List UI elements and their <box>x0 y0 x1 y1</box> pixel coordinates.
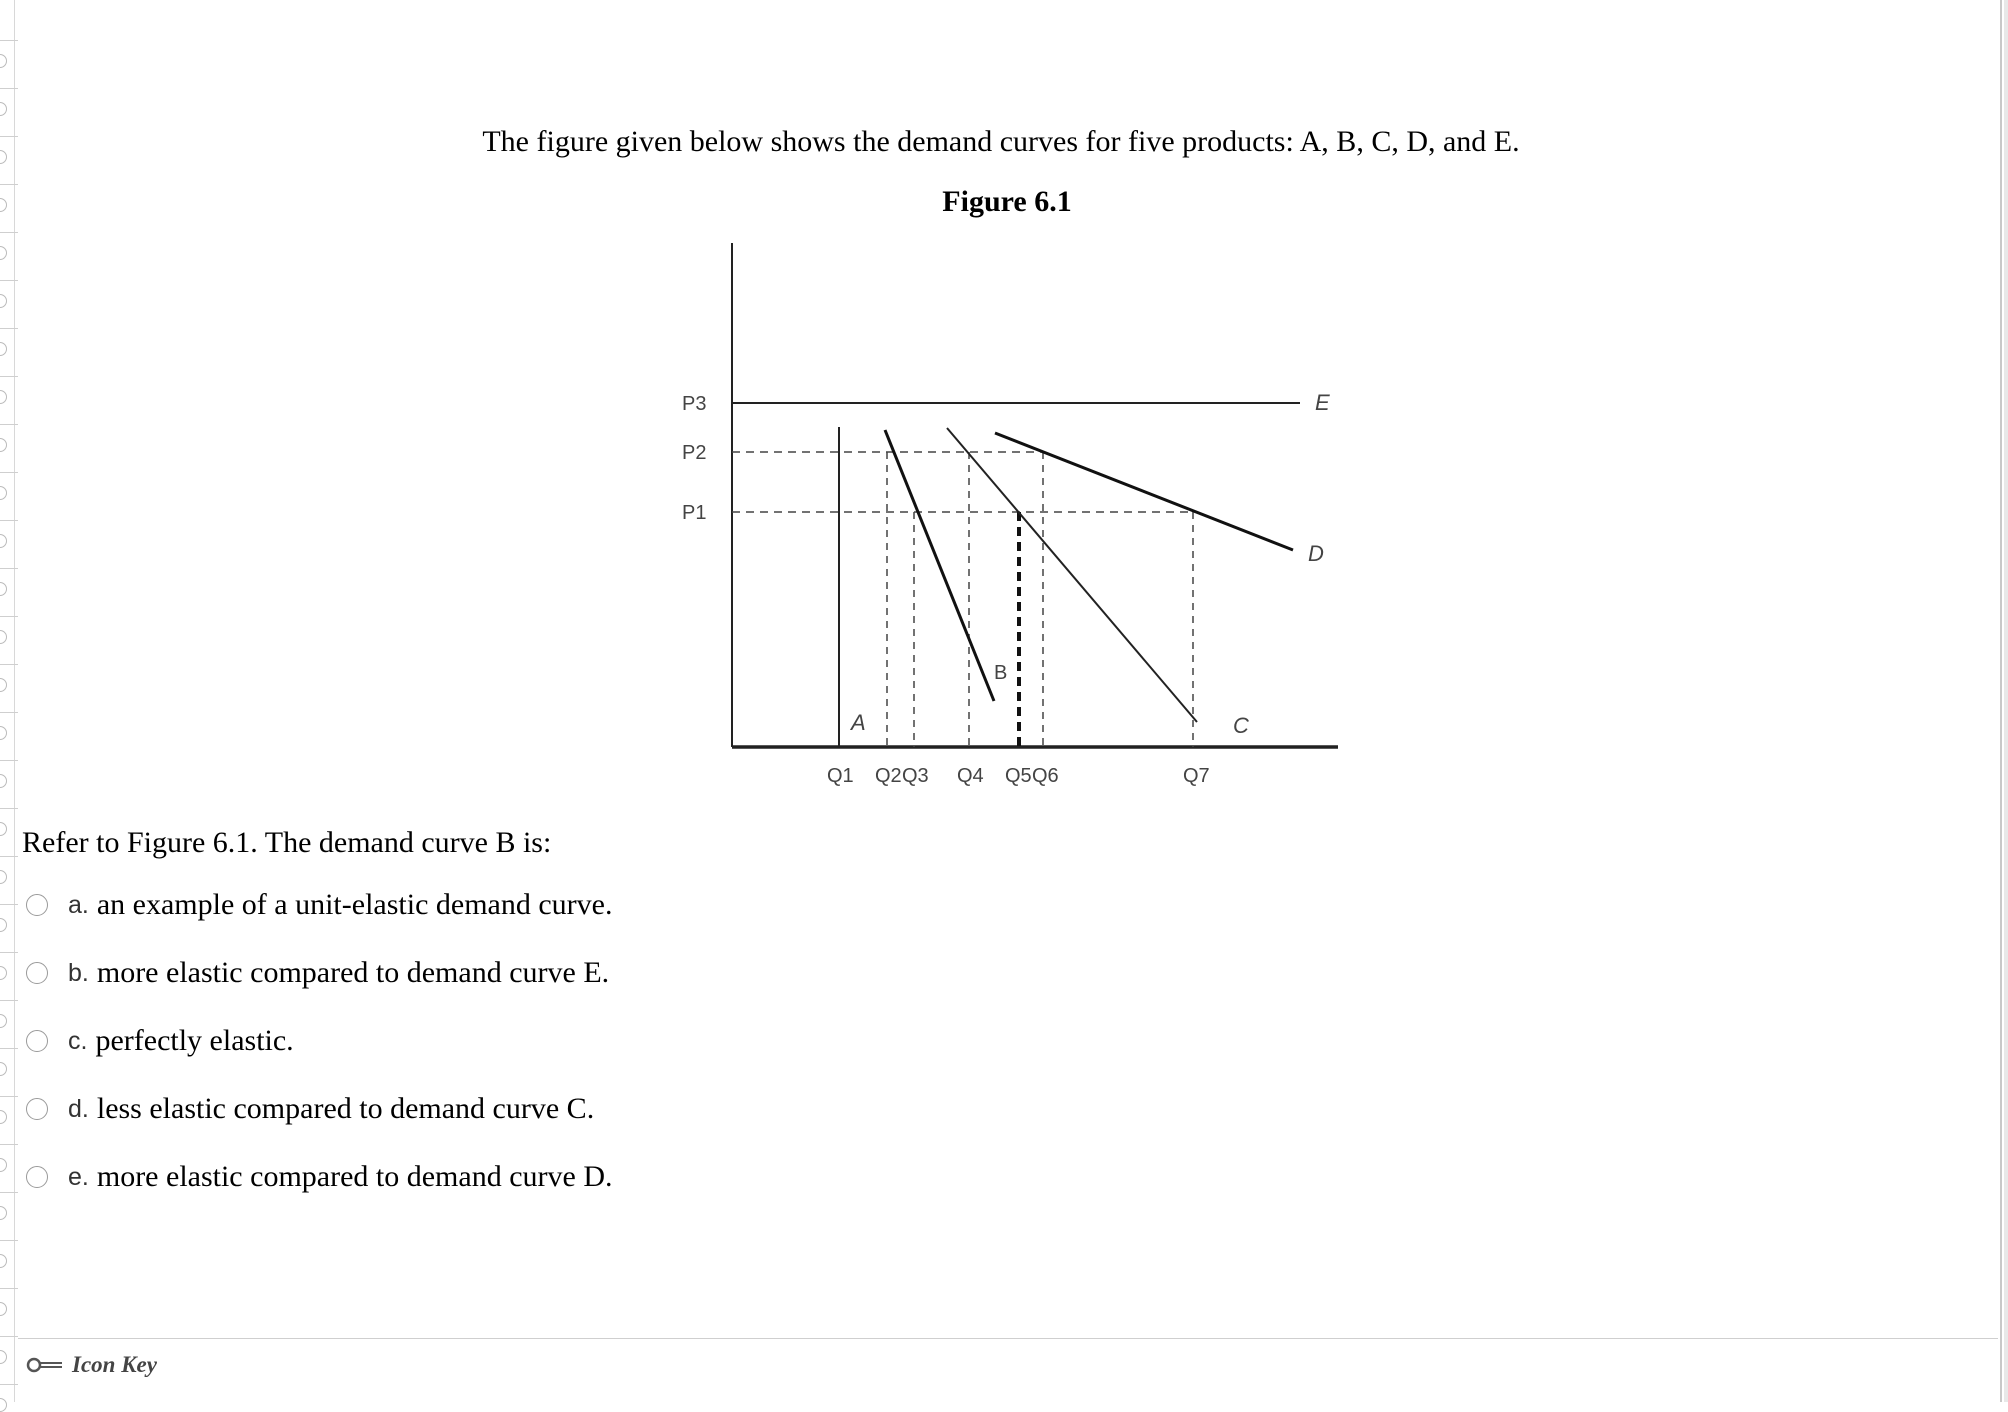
curve-label-e: E <box>1315 390 1330 415</box>
rail-marker <box>0 246 7 260</box>
rail-marker <box>0 1350 7 1364</box>
rail-tick <box>0 616 18 617</box>
icon-key-label: Icon Key <box>72 1352 157 1377</box>
option-text: more elastic compared to demand curve E. <box>96 956 610 989</box>
rail-marker <box>0 1302 7 1316</box>
option-letter: e. <box>68 1162 89 1191</box>
rail-marker <box>0 534 7 548</box>
option-text: perfectly elastic. <box>95 1024 294 1057</box>
option-a[interactable] <box>26 885 726 925</box>
option-letter: b. <box>68 958 89 987</box>
rail-tick <box>0 40 18 41</box>
radio-a[interactable] <box>26 894 48 916</box>
icon-key-link[interactable] <box>26 1348 157 1382</box>
intro-text-content: The figure given below shows the demand curves for five products: A, B, C, D, and E. <box>482 125 1520 158</box>
rail-marker <box>0 102 7 116</box>
key-icon <box>26 1355 66 1375</box>
curve-label-b: B <box>994 662 1008 684</box>
curve-d <box>995 433 1293 550</box>
intro-text <box>0 125 2008 159</box>
rail-marker <box>0 582 7 596</box>
tick-label-q1: Q1 <box>827 765 854 787</box>
option-text: more elastic compared to demand curve D. <box>96 1160 613 1193</box>
option-e[interactable] <box>26 1157 726 1197</box>
radio-c[interactable] <box>26 1030 48 1052</box>
rail-tick <box>0 904 18 905</box>
tick-label-q2: Q2 <box>875 765 902 787</box>
footer-divider <box>18 1338 1998 1339</box>
rail-marker <box>0 342 7 356</box>
rail-tick <box>0 232 18 233</box>
demand-curves-chart <box>660 235 1360 805</box>
rail-marker <box>0 822 7 836</box>
figure-title-content: Figure 6.1 <box>942 185 1072 218</box>
rail-marker <box>0 1062 7 1076</box>
option-letter: d. <box>68 1094 89 1123</box>
rail-marker <box>0 966 7 980</box>
tick-label-q5: Q5 <box>1005 765 1032 787</box>
tick-label-p1: P1 <box>682 502 707 524</box>
rail-marker <box>0 726 7 740</box>
rail-tick <box>0 1000 18 1001</box>
rail-marker <box>0 1110 7 1124</box>
rail-marker <box>0 294 7 308</box>
rail-tick <box>0 520 18 521</box>
rail-tick <box>0 1240 18 1241</box>
rail-marker <box>0 630 7 644</box>
rail-marker <box>0 390 7 404</box>
option-letter: c. <box>68 1026 88 1055</box>
rail-tick <box>0 328 18 329</box>
rail-marker <box>0 1014 7 1028</box>
curve-label-a: A <box>851 710 866 735</box>
rail-tick <box>0 712 18 713</box>
curve-label-c: C <box>1233 713 1249 738</box>
radio-e[interactable] <box>26 1166 48 1188</box>
rail-tick <box>0 472 18 473</box>
tick-label-q4: Q4 <box>957 765 984 787</box>
tick-label-q3: Q3 <box>902 765 929 787</box>
rail-marker <box>0 870 7 884</box>
figure-title <box>0 185 2008 219</box>
rail-tick <box>0 376 18 377</box>
rail-marker <box>0 438 7 452</box>
rail-marker <box>0 1206 7 1220</box>
rail-tick <box>0 1336 18 1337</box>
rail-tick <box>0 1384 18 1385</box>
rail-tick <box>0 1192 18 1193</box>
tick-label-p2: P2 <box>682 442 707 464</box>
question-text: Refer to Figure 6.1. The demand curve B is: <box>22 826 552 859</box>
rail-tick <box>0 1144 18 1145</box>
rail-tick <box>0 856 18 857</box>
tick-label-p3: P3 <box>682 393 707 415</box>
rail-tick <box>0 280 18 281</box>
rail-marker <box>0 774 7 788</box>
rail-tick <box>0 760 18 761</box>
rail-tick <box>0 1288 18 1289</box>
rail-tick <box>0 568 18 569</box>
rail-tick <box>0 424 18 425</box>
rail-tick <box>0 952 18 953</box>
tick-label-q6: Q6 <box>1032 765 1059 787</box>
rail-marker <box>0 486 7 500</box>
option-c[interactable] <box>26 1021 726 1061</box>
curve-b <box>885 430 994 701</box>
rail-marker <box>0 1254 7 1268</box>
option-d[interactable] <box>26 1089 726 1129</box>
rail-tick <box>0 1048 18 1049</box>
rail-tick <box>0 808 18 809</box>
rail-marker <box>0 1398 7 1412</box>
rail-marker <box>0 678 7 692</box>
curve-label-d: D <box>1308 541 1324 566</box>
tick-label-q7: Q7 <box>1183 765 1210 787</box>
option-b[interactable] <box>26 953 726 993</box>
option-text: less elastic compared to demand curve C. <box>96 1092 595 1125</box>
rail-marker <box>0 918 7 932</box>
option-letter: a. <box>68 890 89 919</box>
rail-tick <box>0 664 18 665</box>
rail-tick <box>0 1096 18 1097</box>
rail-marker <box>0 54 7 68</box>
radio-d[interactable] <box>26 1098 48 1120</box>
radio-b[interactable] <box>26 962 48 984</box>
rail-tick <box>0 88 18 89</box>
option-text: an example of a unit-elastic demand curve. <box>96 888 613 921</box>
rail-marker <box>0 1158 7 1172</box>
